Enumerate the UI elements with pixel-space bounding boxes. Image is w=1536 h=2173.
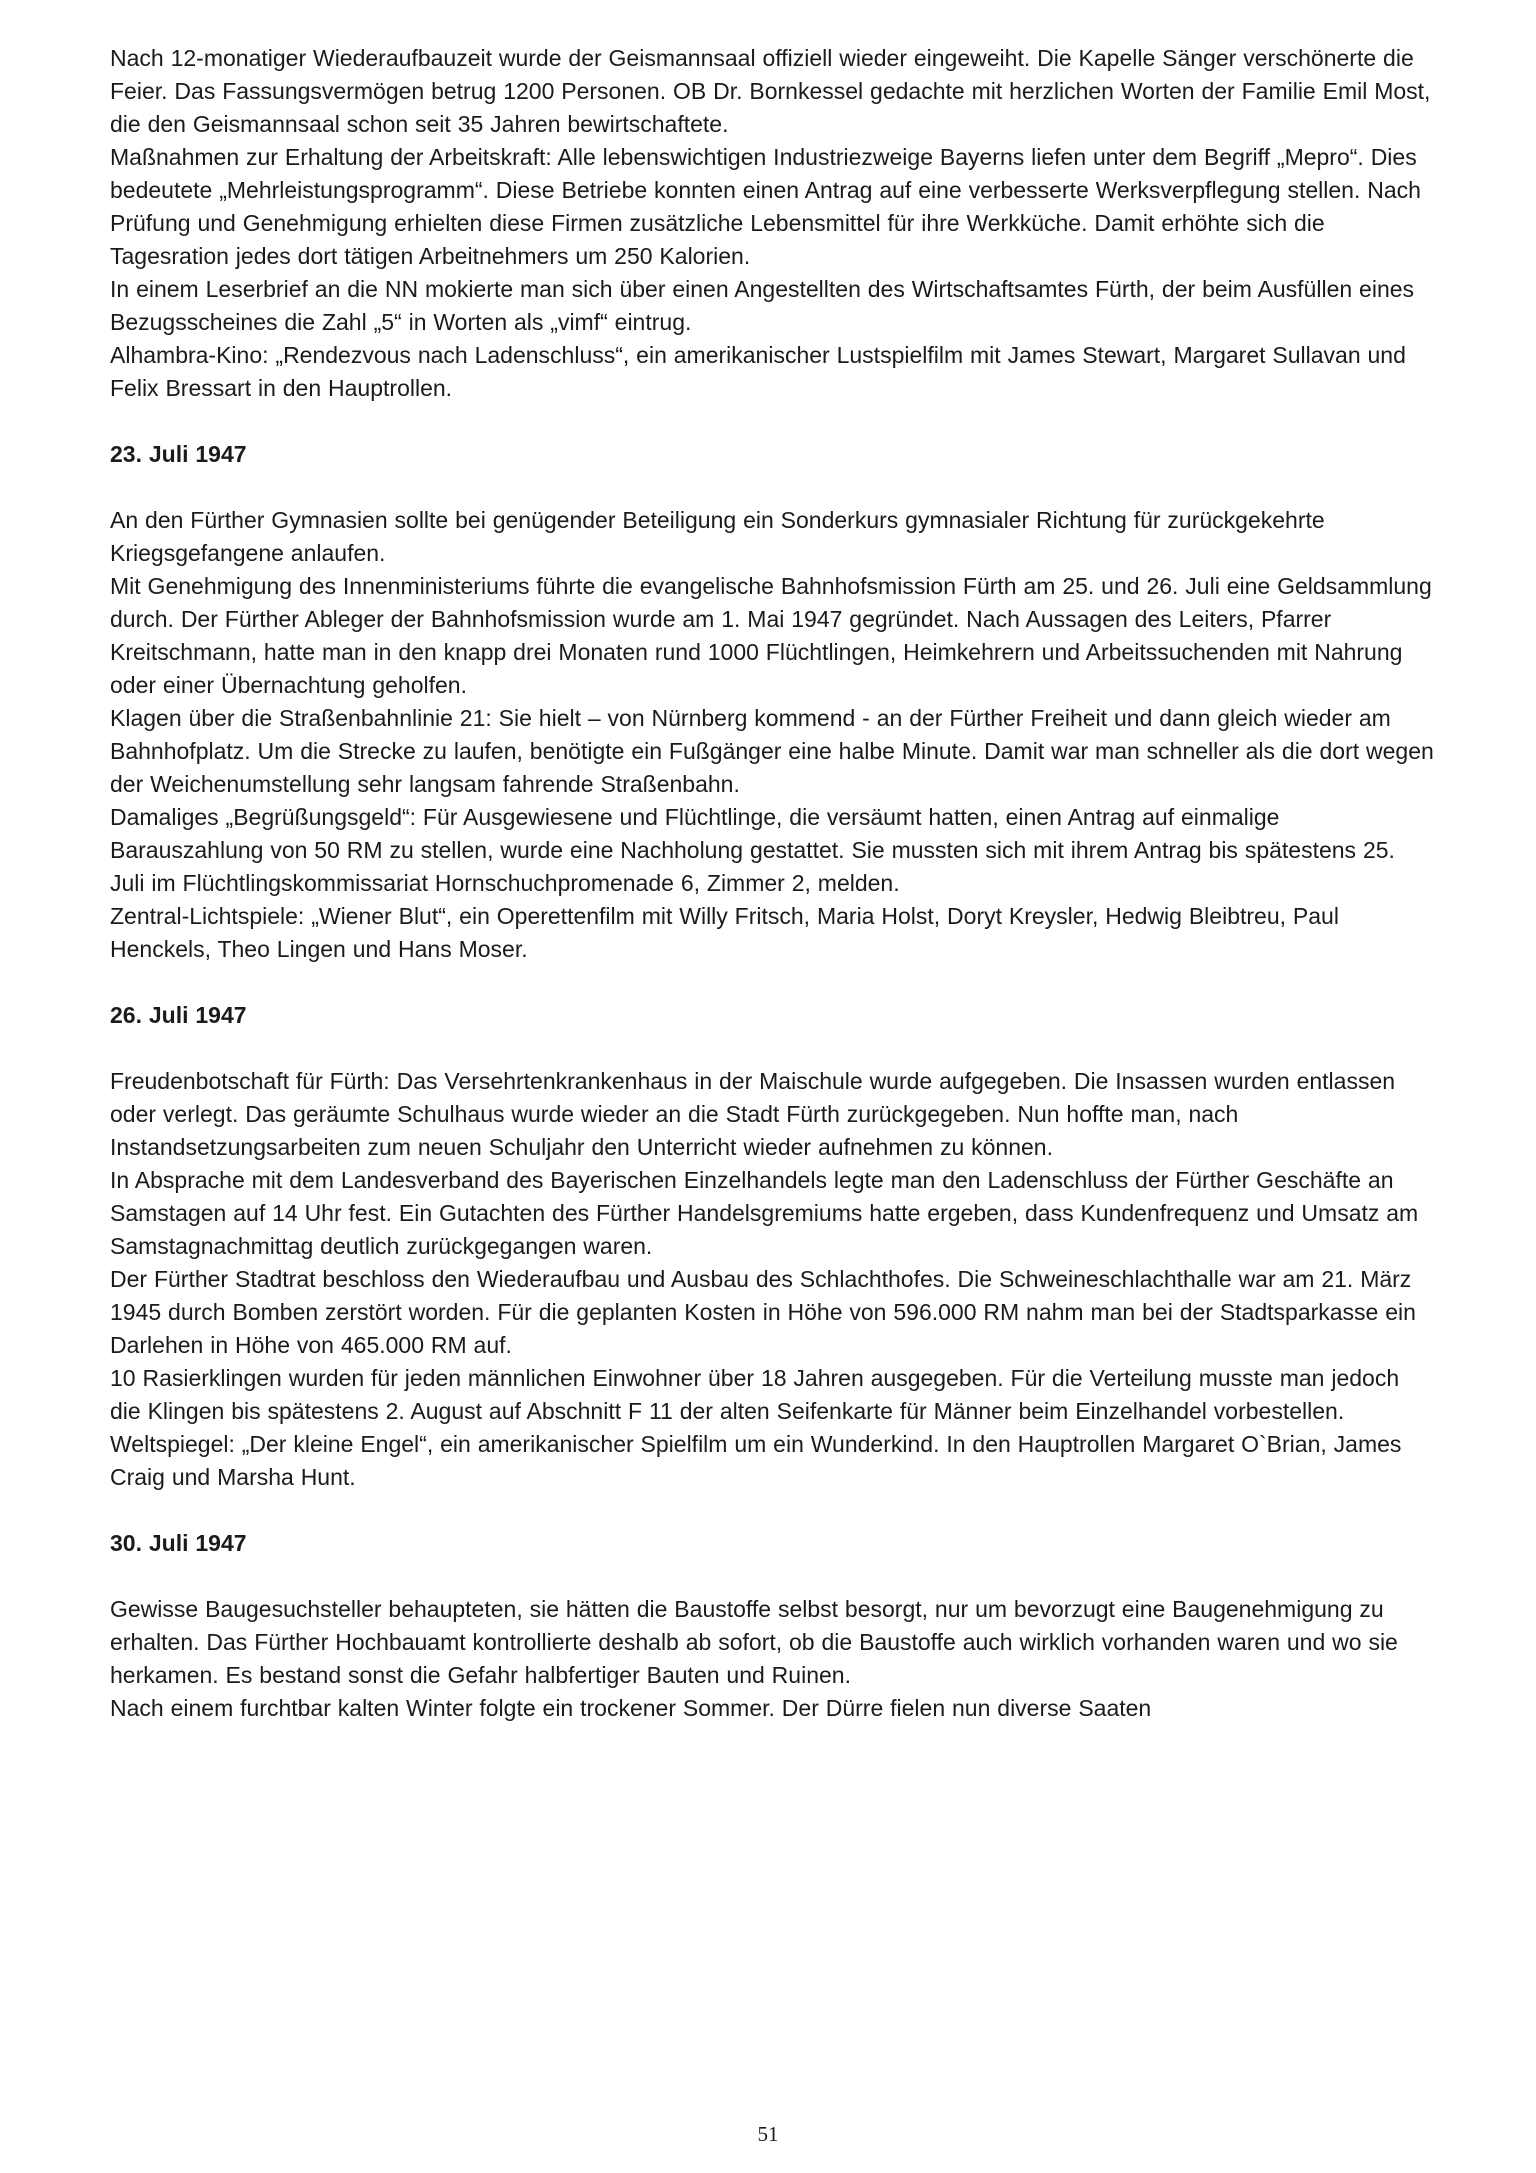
paragraph: Klagen über die Straßenbahnlinie 21: Sie hielt – von Nürnberg kommend - an der Fürther Freiheit und dann gleich wieder am Bahnhofplatz. Um die Strecke zu laufen, benötigte ein Fußgänger eine halbe Minute. Damit war man schneller als die dort wegen der Weichenumstellung sehr langsam fahrende Straßenbahn. <box>110 705 1434 797</box>
paragraph: Freudenbotschaft für Fürth: Das Versehrtenkrankenhaus in der Maischule wurde aufgegeben. Die Insassen wurden entlassen oder verlegt. Das geräumte Schulhaus wurde wieder an die Stadt Fürth zurückgegeben. Nun hoffte man, nach Instandsetzungsarbeiten zum neuen Schuljahr den Unterricht wieder aufnehmen zu können. <box>110 1068 1396 1160</box>
paragraph: Damaliges „Begrüßungsgeld“: Für Ausgewiesene und Flüchtlinge, die versäumt hatten, einen Antrag auf einmalige Barauszahlung von 50 RM zu stellen, wurde eine Nachholung gestattet. Sie mussten sich mit ihrem Antrag bis spätestens 25. Juli im Flüchtlingskommissariat Hornschuchpromenade 6, Zimmer 2, melden. <box>110 804 1395 896</box>
paragraph: In Absprache mit dem Landesverband des Bayerischen Einzelhandels legte man den Ladenschluss der Fürther Geschäfte an Samstagen auf 14 Uhr fest. Ein Gutachten des Fürther Handelsgremiums hatte ergeben, dass Kundenfrequenz und Umsatz am Samstagnachmittag deutlich zurückgegangen waren. <box>110 1167 1419 1259</box>
paragraph: Der Fürther Stadtrat beschloss den Wiederaufbau und Ausbau des Schlachthofes. Die Schweineschlachthalle war am 21. März 1945 durch Bomben zerstört worden. Für die geplanten Kosten in Höhe von 596.000 RM nahm man bei der Stadtsparkasse ein Darlehen in Höhe von 465.000 RM auf. <box>110 1266 1416 1358</box>
paragraph: In einem Leserbrief an die NN mokierte man sich über einen Angestellten des Wirtschaftsamtes Fürth, der beim Ausfüllen eines Bezugsscheines die Zahl „5“ in Worten als „vimf“ eintrug. <box>110 276 1415 335</box>
date-heading: 26. Juli 1947 <box>110 1002 247 1028</box>
date-heading: 23. Juli 1947 <box>110 441 247 467</box>
paragraph: Nach einem furchtbar kalten Winter folgte ein trockener Sommer. Der Dürre fielen nun diverse Saaten <box>110 1695 1152 1721</box>
paragraph: Maßnahmen zur Erhaltung der Arbeitskraft: Alle lebenswichtigen Industriezweige Bayerns liefen unter dem Begriff „Mepro“. Dies bedeutete „Mehrleistungsprogramm“. Diese Betriebe konnten einen Antrag auf eine verbesserte Werksverpflegung stellen. Nach Prüfung und Genehmigung erhielten diese Firmen zusätzliche Lebensmittel für ihre Werkküche. Damit erhöhte sich die Tagesration jedes dort tätigen Arbeitnehmers um 250 Kalorien. <box>110 144 1421 269</box>
date-heading: 30. Juli 1947 <box>110 1530 247 1556</box>
page-number: 51 <box>757 2122 779 2146</box>
paragraph: 10 Rasierklingen wurden für jeden männlichen Einwohner über 18 Jahren ausgegeben. Für die Verteilung musste man jedoch die Klingen bis spätestens 2. August auf Abschnitt F 11 der alten Seifenkarte für Männer beim Einzelhandel vorbestellen. <box>110 1365 1400 1424</box>
document-body <box>110 42 1436 1725</box>
paragraph: An den Fürther Gymnasien sollte bei genügender Beteiligung ein Sonderkurs gymnasialer Richtung für zurückgekehrte Kriegsgefangene anlaufen. <box>110 507 1325 566</box>
paragraph: Nach 12-monatiger Wiederaufbauzeit wurde der Geismannsaal offiziell wieder eingeweiht. Die Kapelle Sänger verschönerte die Feier. Das Fassungsvermögen betrug 1200 Personen. OB Dr. Bornkessel gedachte mit herzlichen Worten der Familie Emil Most, die den Geismannsaal schon seit 35 Jahren bewirtschaftete. <box>110 45 1431 137</box>
paragraph: Alhambra-Kino: „Rendezvous nach Ladenschluss“, ein amerikanischer Lustspielfilm mit James Stewart, Margaret Sullavan und Felix Bressart in den Hauptrollen. <box>110 342 1406 401</box>
paragraph: Zentral-Lichtspiele: „Wiener Blut“, ein Operettenfilm mit Willy Fritsch, Maria Holst, Doryt Kreysler, Hedwig Bleibtreu, Paul Henckels, Theo Lingen und Hans Moser. <box>110 903 1339 962</box>
paragraph: Weltspiegel: „Der kleine Engel“, ein amerikanischer Spielfilm um ein Wunderkind. In den Hauptrollen Margaret O`Brian, James Craig und Marsha Hunt. <box>110 1431 1402 1490</box>
paragraph: Mit Genehmigung des Innenministeriums führte die evangelische Bahnhofsmission Fürth am 25. und 26. Juli eine Geldsammlung durch. Der Fürther Ableger der Bahnhofsmission wurde am 1. Mai 1947 gegründet. Nach Aussagen des Leiters, Pfarrer Kreitschmann, hatte man in den knapp drei Monaten rund 1000 Flüchtlingen, Heimkehrern und Arbeitssuchenden mit Nahrung oder einer Übernachtung geholfen. <box>110 573 1432 698</box>
paragraph: Gewisse Baugesuchsteller behaupteten, sie hätten die Baustoffe selbst besorgt, nur um bevorzugt eine Baugenehmigung zu erhalten. Das Fürther Hochbauamt kontrollierte deshalb ab sofort, ob die Baustoffe auch wirklich vorhanden waren und wo sie herkamen. Es bestand sonst die Gefahr halbfertiger Bauten und Ruinen. <box>110 1596 1398 1688</box>
